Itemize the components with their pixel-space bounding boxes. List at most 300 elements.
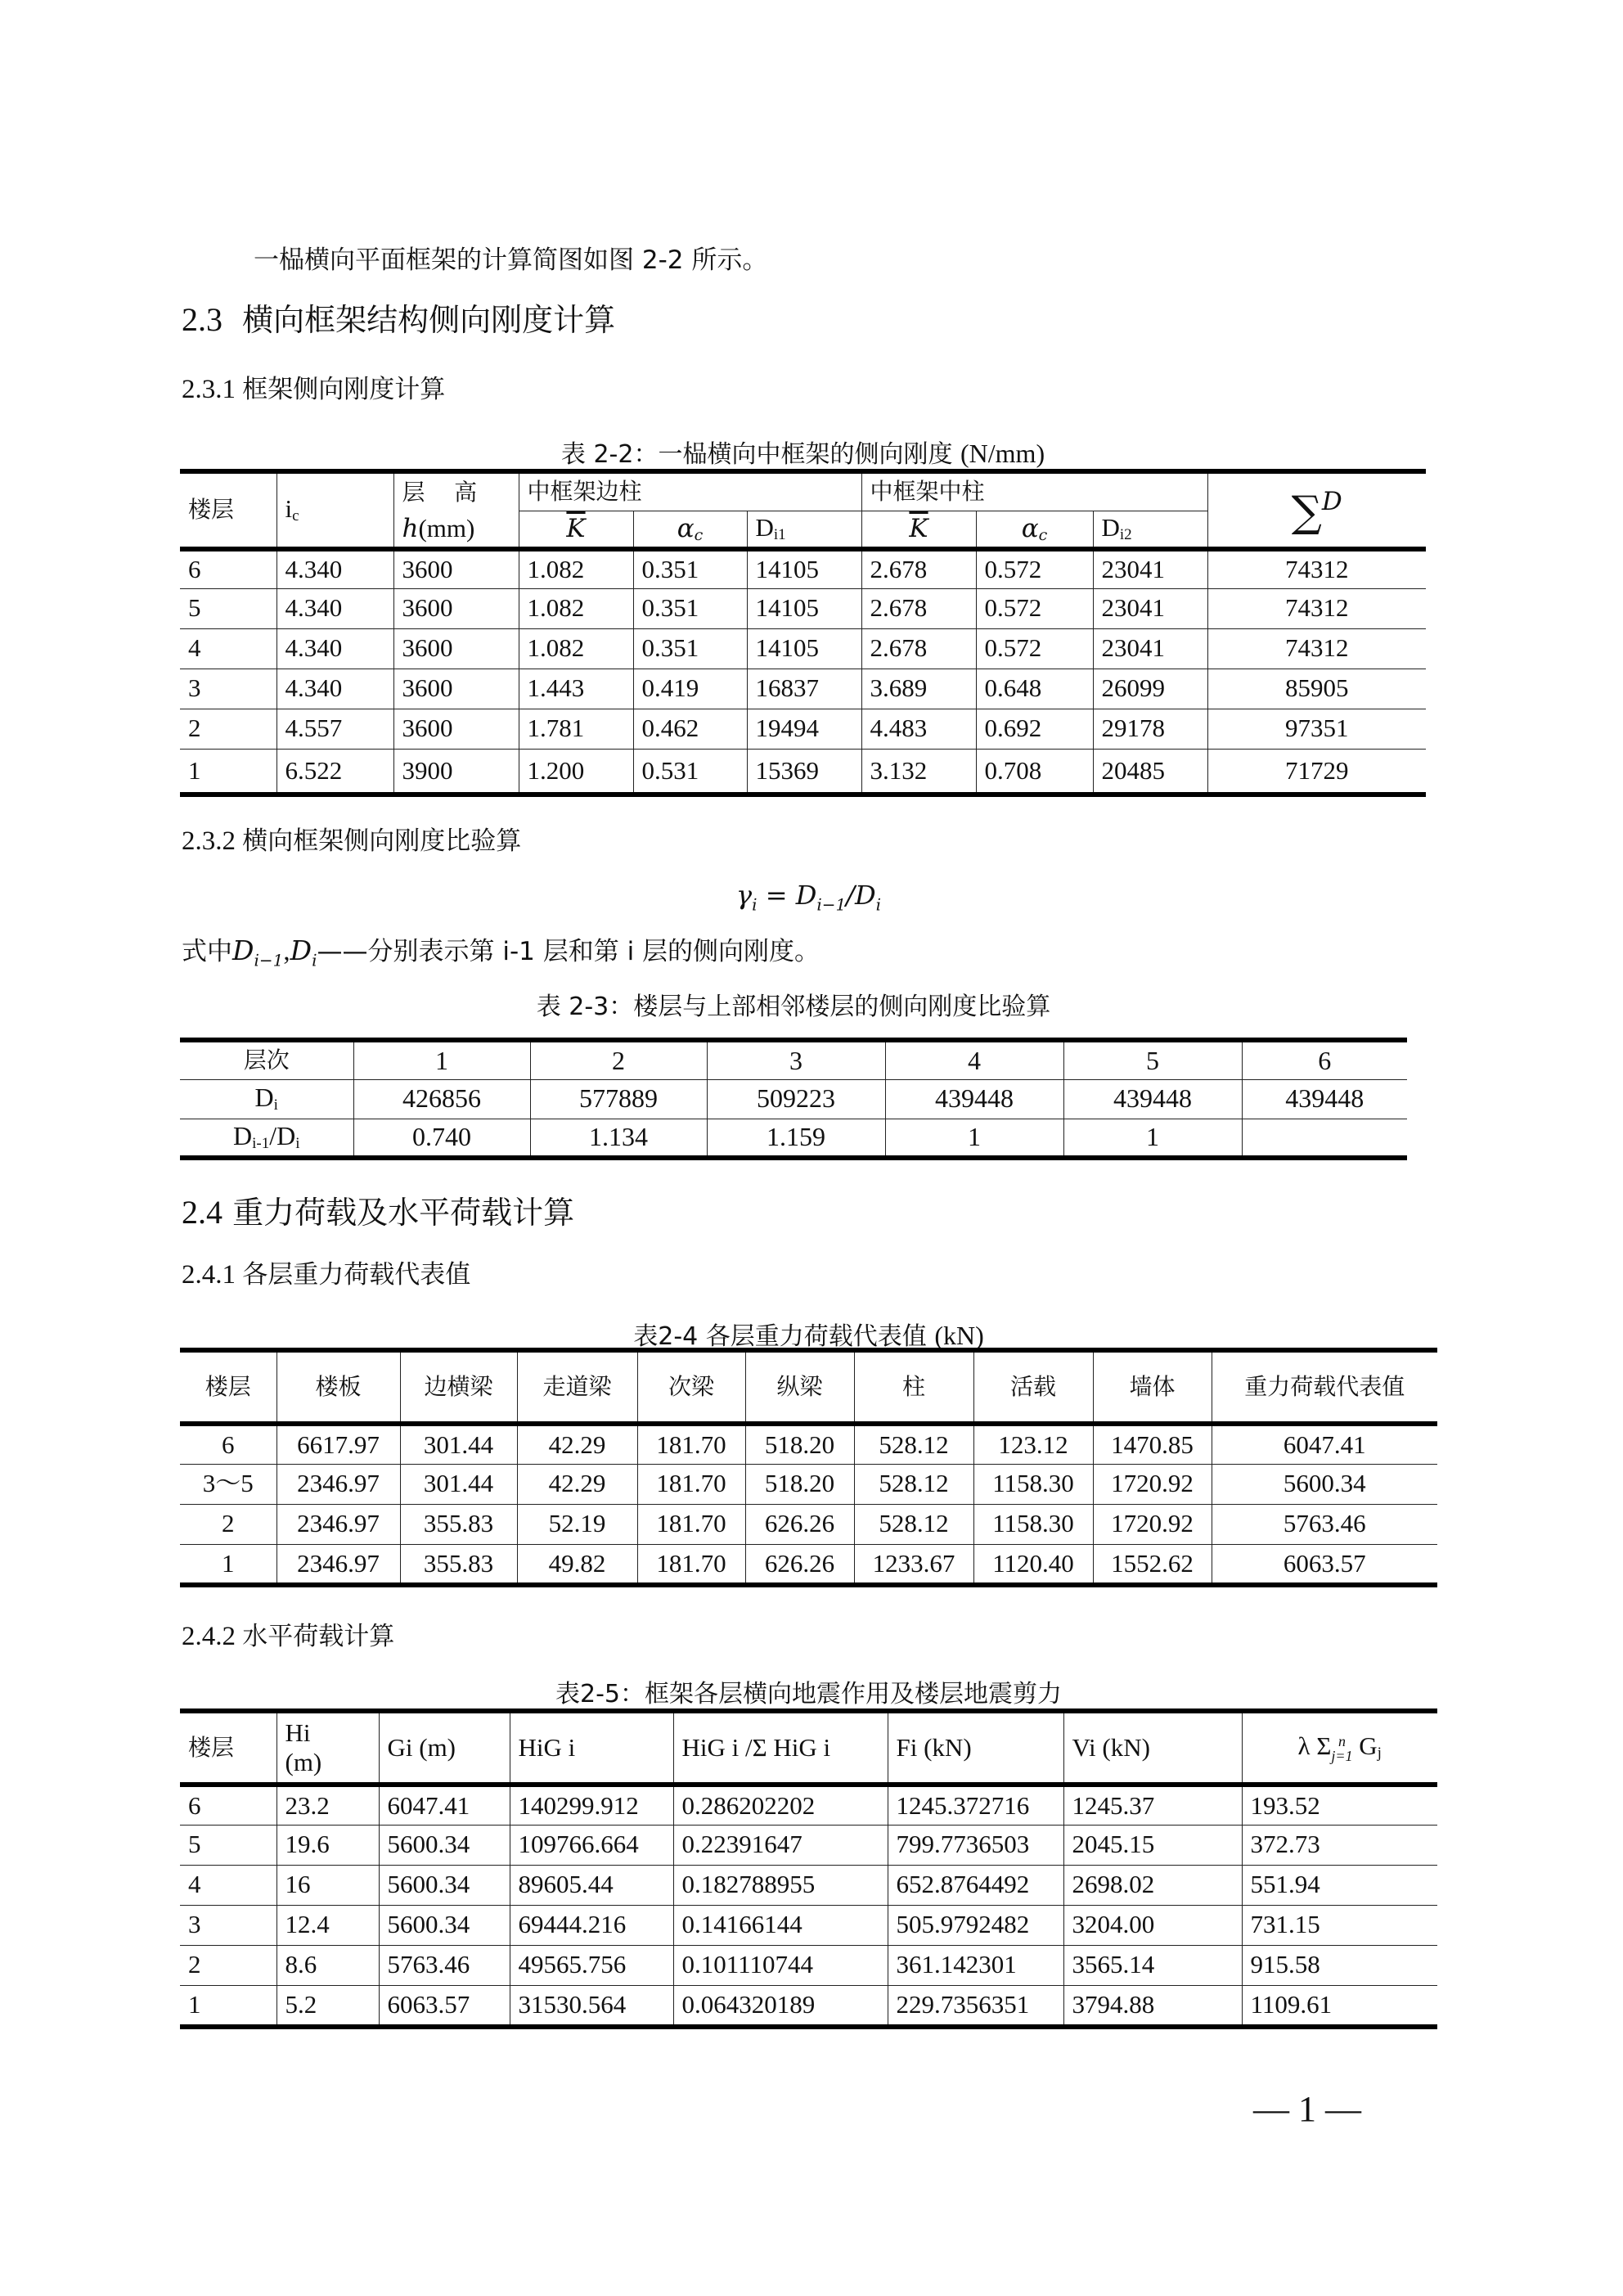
table-2-4: [180, 1348, 1437, 1587]
table-cell: 5763.46: [379, 1945, 510, 1985]
ratio-cell: 1.159: [707, 1119, 885, 1158]
table-cell: 2346.97: [276, 1464, 400, 1504]
table-cell: 652.8764492: [888, 1865, 1063, 1905]
table-2-5: [180, 1708, 1437, 2029]
table-cell: 4: [180, 1865, 276, 1905]
table-cell: 69444.216: [510, 1905, 673, 1945]
note-d-a-sub: i−1: [254, 950, 284, 970]
ic-main: i: [285, 494, 293, 524]
table-cell: 6: [180, 549, 276, 588]
table-cell: 2.678: [861, 628, 976, 669]
table-row: [180, 1504, 1437, 1544]
table-row: [180, 1825, 1437, 1865]
column-header: 重力荷载代表值: [1212, 1350, 1437, 1424]
g-symbol: G: [1359, 1731, 1378, 1761]
alpha-sub: c: [1038, 525, 1048, 544]
sum-upper: n: [1338, 1732, 1346, 1749]
table-cell: 71729: [1207, 749, 1426, 795]
ratio-cell: 1: [1063, 1119, 1242, 1158]
ratio-cell: 0.740: [353, 1119, 530, 1158]
header-height: [393, 471, 519, 549]
table-cell: 2346.97: [276, 1544, 400, 1585]
column-header: 楼层: [180, 1350, 276, 1424]
header-gi: Gi (m): [379, 1711, 510, 1785]
d-sub: i2: [1119, 526, 1132, 544]
table-row: [180, 1985, 1437, 2027]
table-cell: 140299.912: [510, 1785, 673, 1825]
table-2-5-header-row: [180, 1711, 1437, 1785]
table-cell: 1.200: [519, 749, 633, 795]
table-cell: 6063.57: [379, 1985, 510, 2027]
table-cell: 0.462: [633, 709, 747, 749]
ratio-d-a-sub: i-1: [252, 1134, 270, 1152]
alpha-sub: c: [694, 525, 704, 544]
header-ic: [276, 471, 393, 549]
level-cell: 2: [530, 1040, 707, 1079]
d-denominator-sub: i: [875, 894, 882, 915]
header-higi-ratio: HiG i /Σ HiG i: [673, 1711, 888, 1785]
table-cell: 1158.30: [973, 1504, 1093, 1544]
table-cell: 2: [180, 709, 276, 749]
table-2-2-body: [180, 549, 1426, 795]
table-row: [180, 669, 1426, 709]
column-header: 活载: [973, 1350, 1093, 1424]
ratio-cell: [1242, 1119, 1407, 1158]
table-cell: 355.83: [400, 1544, 517, 1585]
header-side-column-group: 中框架边柱: [519, 471, 861, 511]
table-cell: 4.340: [276, 628, 393, 669]
table-cell: 731.15: [1242, 1905, 1437, 1945]
header-di2: [1093, 511, 1207, 549]
table-cell: 1470.85: [1093, 1424, 1212, 1464]
hi-label: Hi: [285, 1718, 311, 1747]
column-header: 墙体: [1093, 1350, 1212, 1424]
level-cell: 4: [885, 1040, 1063, 1079]
table-cell: 0.286202202: [673, 1785, 888, 1825]
subsection-heading-2-4-1: [182, 1258, 470, 1291]
table-cell: 3794.88: [1063, 1985, 1242, 2027]
table-row: [180, 1865, 1437, 1905]
column-header: 边横梁: [400, 1350, 517, 1424]
table-row-levels: [180, 1040, 1407, 1079]
table-cell: 1.443: [519, 669, 633, 709]
column-header: 楼板: [276, 1350, 400, 1424]
table-cell: 3.132: [861, 749, 976, 795]
header-higi: HiG i: [510, 1711, 673, 1785]
table-row: [180, 588, 1426, 628]
note-comma: ,: [283, 937, 290, 966]
d-main: D: [1101, 513, 1120, 542]
sum-lower: j=1: [1331, 1747, 1353, 1764]
note-d-b-sub: i: [312, 950, 317, 970]
table-cell: 1.082: [519, 588, 633, 628]
table-cell: 528.12: [854, 1504, 973, 1544]
table-cell: 1245.37: [1063, 1785, 1242, 1825]
table-cell: 1552.62: [1093, 1544, 1212, 1585]
table-cell: 5: [180, 588, 276, 628]
ratio-d-a: D: [233, 1120, 253, 1150]
table-cell: 1109.61: [1242, 1985, 1437, 2027]
table-cell: 301.44: [400, 1424, 517, 1464]
table-cell: 1.082: [519, 549, 633, 588]
table-cell: 3900: [393, 749, 519, 795]
table-cell: 528.12: [854, 1464, 973, 1504]
table-cell: 49565.756: [510, 1945, 673, 1985]
header-alpha-side: [633, 511, 747, 549]
intro-text: 一榀横向平面框架的计算简图如图 2-2 所示。: [254, 245, 768, 275]
table-cell: 372.73: [1242, 1825, 1437, 1865]
table-2-4-header-row: [180, 1350, 1437, 1424]
table-cell: 1720.92: [1093, 1504, 1212, 1544]
table-cell: 5600.34: [1212, 1464, 1437, 1504]
di-cell: 509223: [707, 1079, 885, 1119]
section-title: 重力荷载及水平荷载计算: [232, 1195, 575, 1231]
table-cell: 301.44: [400, 1464, 517, 1504]
table-cell: 0.419: [633, 669, 747, 709]
row-label-ratio: [180, 1119, 353, 1158]
table-cell: 361.142301: [888, 1945, 1063, 1985]
section-heading-2-3: [182, 301, 615, 339]
subsection-title: 各层重力荷载代表值: [242, 1260, 471, 1290]
column-header: 纵梁: [745, 1350, 854, 1424]
table-cell: 0.22391647: [673, 1825, 888, 1865]
caption-text: 表 2-2：一榀横向中框架的侧向刚度: [560, 440, 953, 469]
kbar: $\overline{K}$: [909, 514, 928, 544]
table-cell: 2346.97: [276, 1504, 400, 1544]
table-cell: 181.70: [637, 1504, 745, 1544]
table-cell: 42.29: [517, 1464, 637, 1504]
table-2-2: [180, 469, 1426, 797]
table-cell: 23041: [1093, 628, 1207, 669]
subsection-number: 2.3.1: [182, 375, 236, 404]
table-cell: 0.351: [633, 549, 747, 588]
table-cell: 8.6: [276, 1945, 379, 1985]
table-cell: 0.351: [633, 588, 747, 628]
di-main: D: [254, 1083, 274, 1113]
table-cell: 5.2: [276, 1985, 379, 2027]
table-cell: 6617.97: [276, 1424, 400, 1464]
section-number: 2.4: [182, 1194, 223, 1231]
di-cell: 439448: [885, 1079, 1063, 1119]
table-cell: 2.678: [861, 549, 976, 588]
table-cell: 89605.44: [510, 1865, 673, 1905]
sigma-symbol: ∑: [1291, 487, 1322, 537]
table-cell: 3600: [393, 709, 519, 749]
row-label-level: 层次: [180, 1040, 353, 1079]
subsection-title: 横向框架侧向刚度比验算: [242, 826, 522, 856]
table-cell: 109766.664: [510, 1825, 673, 1865]
table-2-5-caption: [180, 1680, 1437, 1709]
table-cell: 3600: [393, 549, 519, 588]
table-row: [180, 749, 1426, 795]
level-cell: 5: [1063, 1040, 1242, 1079]
table-cell: 29178: [1093, 709, 1207, 749]
table-cell: 0.101110744: [673, 1945, 888, 1985]
ratio-slash: /D: [269, 1120, 296, 1150]
sum-var: D: [1321, 486, 1342, 516]
table-cell: 23041: [1093, 588, 1207, 628]
table-cell: 12.4: [276, 1905, 379, 1945]
table-cell: 3: [180, 669, 276, 709]
table-cell: 181.70: [637, 1464, 745, 1504]
table-cell: 1245.372716: [888, 1785, 1063, 1825]
table-cell: 626.26: [745, 1504, 854, 1544]
table-row-ratio: [180, 1119, 1407, 1158]
table-cell: 0.572: [976, 588, 1093, 628]
d-numerator-sub: i−1: [816, 894, 847, 915]
header-vi: Vi (kN): [1063, 1711, 1242, 1785]
table-cell: 0.531: [633, 749, 747, 795]
table-row: [180, 1544, 1437, 1585]
ratio-d-b-sub: i: [295, 1134, 300, 1152]
note-suffix: ——分别表示第 i-1 层和第 i 层的侧向刚度。: [317, 937, 820, 966]
caption-text: 表2-4 各层重力荷载代表值: [633, 1322, 927, 1351]
height-var: h: [402, 514, 419, 543]
caption-text: 表 2-3：楼层与上部相邻楼层的侧向刚度比验算: [536, 993, 1051, 1021]
header-alpha-mid: [976, 511, 1093, 549]
di-cell: 439448: [1063, 1079, 1242, 1119]
table-cell: 19494: [747, 709, 861, 749]
table-cell: 16: [276, 1865, 379, 1905]
header-fi: Fi (kN): [888, 1711, 1063, 1785]
di-cell: 439448: [1242, 1079, 1407, 1119]
table-cell: 528.12: [854, 1424, 973, 1464]
caption-text: 表2-5：框架各层横向地震作用及楼层地震剪力: [555, 1680, 1062, 1708]
table-cell: 1.781: [519, 709, 633, 749]
subsection-heading-2-3-1: [182, 373, 445, 406]
table-cell: 5: [180, 1825, 276, 1865]
hi-unit: (m): [285, 1748, 322, 1776]
table-cell: 1158.30: [973, 1464, 1093, 1504]
section-heading-2-4: [182, 1194, 574, 1231]
table-cell: 2: [180, 1945, 276, 1985]
subsection-number: 2.3.2: [182, 826, 236, 856]
formula-note: [182, 934, 820, 977]
caption-unit: (N/mm): [960, 439, 1045, 468]
table-cell: 74312: [1207, 628, 1426, 669]
table-row: [180, 709, 1426, 749]
gamma-sub: i: [752, 894, 758, 915]
table-cell: 518.20: [745, 1464, 854, 1504]
height-label: 层 高: [402, 479, 478, 506]
subsection-number: 2.4.2: [182, 1622, 236, 1651]
subsection-title: 水平荷载计算: [242, 1622, 395, 1651]
row-label-di: [180, 1079, 353, 1119]
di-cell: 577889: [530, 1079, 707, 1119]
gamma: γ: [736, 880, 753, 911]
header-floor: 楼层: [180, 471, 276, 549]
section-title: 横向框架结构侧向刚度计算: [242, 302, 616, 338]
table-cell: 0.692: [976, 709, 1093, 749]
table-cell: 229.7356351: [888, 1985, 1063, 2027]
table-cell: 14105: [747, 549, 861, 588]
table-cell: 0.572: [976, 549, 1093, 588]
table-cell: 15369: [747, 749, 861, 795]
note-prefix: 式中: [182, 937, 232, 966]
table-row: [180, 1464, 1437, 1504]
table-row: [180, 549, 1426, 588]
table-cell: 5600.34: [379, 1865, 510, 1905]
table-cell: 74312: [1207, 549, 1426, 588]
kbar: $\overline{K}$: [566, 514, 586, 544]
table-cell: 20485: [1093, 749, 1207, 795]
table-cell: 85905: [1207, 669, 1426, 709]
table-cell: 1: [180, 749, 276, 795]
table-cell: 1120.40: [973, 1544, 1093, 1585]
table-cell: 0.182788955: [673, 1865, 888, 1905]
table-cell: 5763.46: [1212, 1504, 1437, 1544]
table-cell: 23041: [1093, 549, 1207, 588]
table-cell: 193.52: [1242, 1785, 1437, 1825]
table-cell: 181.70: [637, 1424, 745, 1464]
table-row: [180, 1424, 1437, 1464]
level-cell: 6: [1242, 1040, 1407, 1079]
d-denominator: D: [855, 880, 876, 911]
table-cell: 3: [180, 1905, 276, 1945]
table-cell: 6047.41: [1212, 1424, 1437, 1464]
table-cell: 0.064320189: [673, 1985, 888, 2027]
table-cell: 1233.67: [854, 1544, 973, 1585]
level-cell: 1: [353, 1040, 530, 1079]
table-cell: 3600: [393, 588, 519, 628]
table-cell: 0.648: [976, 669, 1093, 709]
table-cell: 14105: [747, 628, 861, 669]
level-cell: 3: [707, 1040, 885, 1079]
header-floor: 楼层: [180, 1711, 276, 1785]
table-cell: 52.19: [517, 1504, 637, 1544]
height-unit: (mm): [418, 514, 475, 542]
table-cell: 42.29: [517, 1424, 637, 1464]
table-cell: 2045.15: [1063, 1825, 1242, 1865]
header-sum-d: [1207, 471, 1426, 549]
table-row: [180, 1945, 1437, 1985]
d-sub: i1: [773, 526, 786, 544]
table-cell: 518.20: [745, 1424, 854, 1464]
table-cell: 915.58: [1242, 1945, 1437, 1985]
di-sub: i: [273, 1096, 278, 1114]
table-2-4-body: [180, 1424, 1437, 1585]
table-cell: 74312: [1207, 588, 1426, 628]
note-d-a: D: [232, 934, 254, 966]
table-cell: 31530.564: [510, 1985, 673, 2027]
table-2-3-caption: [180, 993, 1407, 1022]
table-cell: 3204.00: [1063, 1905, 1242, 1945]
table-cell: 505.9792482: [888, 1905, 1063, 1945]
alpha: α: [677, 513, 695, 543]
table-cell: 4.557: [276, 709, 393, 749]
table-cell: 14105: [747, 588, 861, 628]
table-cell: 4.340: [276, 669, 393, 709]
table-cell: 49.82: [517, 1544, 637, 1585]
subsection-title: 框架侧向刚度计算: [242, 375, 446, 404]
subsection-number: 2.4.1: [182, 1260, 236, 1290]
table-cell: 0.708: [976, 749, 1093, 795]
table-cell: 6: [180, 1424, 276, 1464]
table-cell: 5600.34: [379, 1825, 510, 1865]
table-cell: 181.70: [637, 1544, 745, 1585]
table-2-3: [180, 1038, 1407, 1160]
table-row: [180, 1905, 1437, 1945]
table-row-di: [180, 1079, 1407, 1119]
table-row: [180, 1785, 1437, 1825]
header-middle-column-group: 中框架中柱: [861, 471, 1207, 511]
table-row: [180, 628, 1426, 669]
table-cell: 6.522: [276, 749, 393, 795]
subsection-heading-2-3-2: [182, 825, 521, 858]
table-cell: 3600: [393, 628, 519, 669]
table-cell: 0.351: [633, 628, 747, 669]
table-cell: 23.2: [276, 1785, 379, 1825]
note-d-b: D: [290, 934, 312, 966]
header-hi: [276, 1711, 379, 1785]
intro-paragraph: [254, 244, 767, 277]
g-sub: j: [1377, 1745, 1382, 1763]
d-numerator: D: [795, 880, 817, 911]
table-2-5-body: [180, 1785, 1437, 2027]
lambda-sigma: λ Σ: [1297, 1731, 1332, 1761]
table-cell: 16837: [747, 669, 861, 709]
table-cell: 0.572: [976, 628, 1093, 669]
header-kbar-mid: [861, 511, 976, 549]
table-cell: 551.94: [1242, 1865, 1437, 1905]
table-cell: 2698.02: [1063, 1865, 1242, 1905]
table-cell: 3565.14: [1063, 1945, 1242, 1985]
page-number: — 1 —: [1253, 2089, 1361, 2129]
table-cell: 4.483: [861, 709, 976, 749]
di-cell: 426856: [353, 1079, 530, 1119]
section-number: 2.3: [182, 301, 223, 338]
table-cell: 355.83: [400, 1504, 517, 1544]
table-cell: 1720.92: [1093, 1464, 1212, 1504]
table-cell: 1.082: [519, 628, 633, 669]
table-cell: 1: [180, 1544, 276, 1585]
table-cell: 97351: [1207, 709, 1426, 749]
ratio-cell: 1.134: [530, 1119, 707, 1158]
header-lambda-sum: [1242, 1711, 1437, 1785]
table-cell: 123.12: [973, 1424, 1093, 1464]
table-cell: 2.678: [861, 588, 976, 628]
d-main: D: [755, 513, 774, 542]
table-cell: 4.340: [276, 588, 393, 628]
table-cell: 6063.57: [1212, 1544, 1437, 1585]
table-cell: 3.689: [861, 669, 976, 709]
table-cell: 0.14166144: [673, 1905, 888, 1945]
table-cell: 5600.34: [379, 1905, 510, 1945]
ic-sub: c: [292, 507, 299, 525]
table-cell: 26099: [1093, 669, 1207, 709]
equals: =: [757, 880, 796, 911]
table-cell: 4: [180, 628, 276, 669]
table-cell: 4.340: [276, 549, 393, 588]
table-cell: 6: [180, 1785, 276, 1825]
table-cell: 2: [180, 1504, 276, 1544]
column-header: 走道梁: [517, 1350, 637, 1424]
subsection-heading-2-4-2: [182, 1620, 394, 1653]
header-di1: [747, 511, 861, 549]
table-cell: 1: [180, 1985, 276, 2027]
stiffness-ratio-formula: [736, 880, 881, 914]
column-header: 次梁: [637, 1350, 745, 1424]
table-cell: 626.26: [745, 1544, 854, 1585]
header-kbar-side: [519, 511, 633, 549]
caption-unit: (kN): [934, 1321, 984, 1350]
ratio-cell: 1: [885, 1119, 1063, 1158]
table-cell: 3600: [393, 669, 519, 709]
column-header: 柱: [854, 1350, 973, 1424]
table-cell: 3～5: [180, 1464, 276, 1504]
alpha: α: [1021, 513, 1039, 543]
table-cell: 799.7736503: [888, 1825, 1063, 1865]
